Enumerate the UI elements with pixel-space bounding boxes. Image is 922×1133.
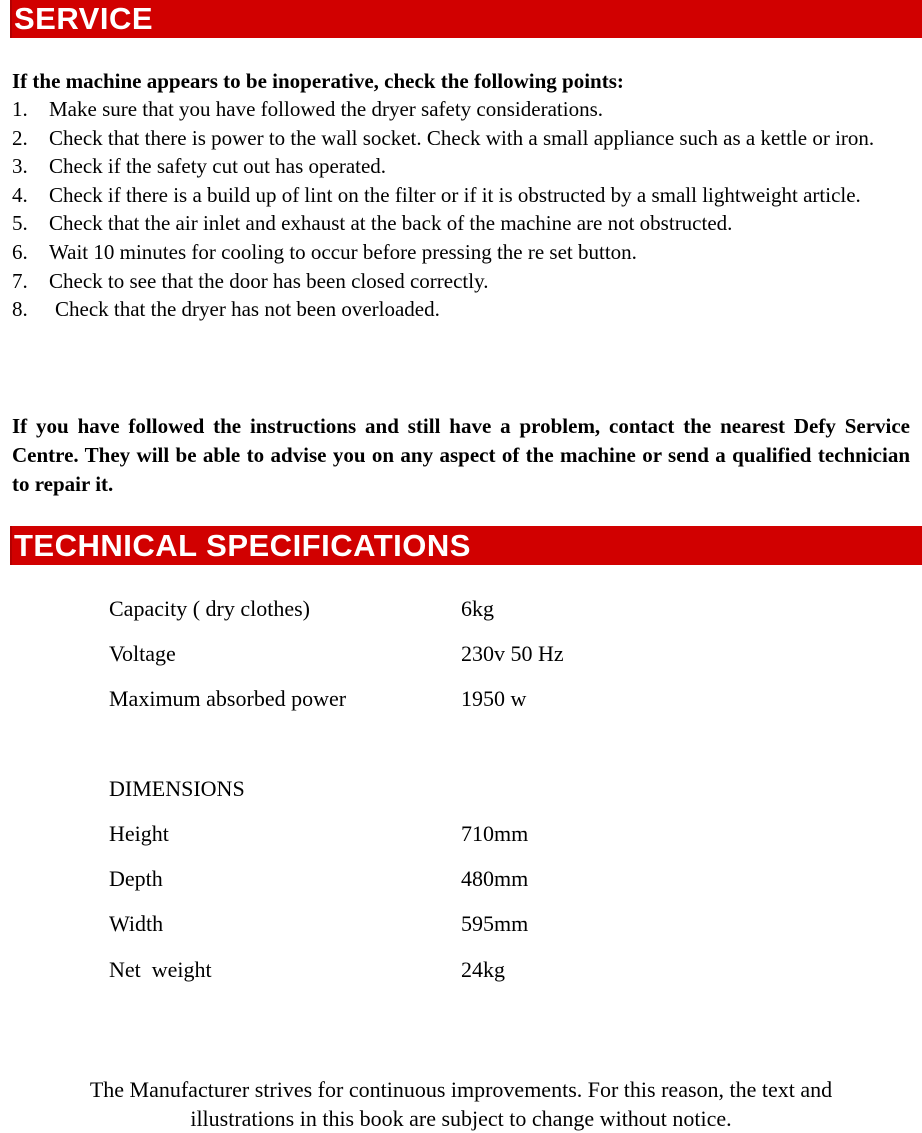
spec-label: Depth (109, 866, 163, 891)
tech-specs-section-header (10, 526, 922, 565)
spec-value: 595mm (461, 911, 529, 936)
check-number: 8. (12, 297, 28, 322)
spec-value: 6kg (461, 596, 494, 621)
service-checklist (12, 95, 910, 324)
check-item (12, 209, 910, 238)
footer-line: illustrations in this book are subject to change without notice. (190, 1106, 732, 1131)
service-intro: If the machine appears to be inoperative, check the following points: (12, 69, 624, 93)
check-item (12, 95, 910, 124)
spec-row-depth (109, 864, 709, 894)
check-number: 4. (12, 182, 28, 207)
check-item (12, 267, 910, 296)
spec-row-power (109, 684, 709, 714)
service-heading: SERVICE (14, 1, 154, 36)
service-section-header (10, 0, 922, 38)
spec-value: 710mm (461, 821, 529, 846)
check-text: Check to see that the door has been closed correctly. (49, 268, 489, 293)
check-number: 7. (12, 268, 28, 293)
spec-label: Capacity ( dry clothes) (109, 596, 310, 621)
spec-row-capacity (109, 594, 709, 624)
spec-label: Voltage (109, 641, 176, 666)
spec-row-net-weight (109, 955, 709, 985)
check-number: 5. (12, 211, 28, 236)
check-text: Wait 10 minutes for cooling to occur before pressing the re set button. (49, 239, 637, 264)
spec-label: Maximum absorbed power (109, 686, 347, 711)
spec-label: Width (109, 911, 164, 936)
spec-value: 230v 50 Hz (461, 641, 564, 666)
spec-label: Height (109, 821, 169, 846)
check-text: Make sure that you have followed the dryer safety considerations. (49, 97, 603, 121)
check-item (12, 152, 910, 181)
check-item (12, 238, 910, 267)
service-contact-note: If you have followed the instructions and still have a problem, contact the nearest Defy Service Centre. They will be able to advise you on any aspect of the machine or send a qualified technician to repair it. (12, 414, 910, 496)
check-text: Check if the safety cut out has operated. (49, 154, 387, 179)
spec-value: 480mm (461, 866, 529, 891)
footer-notice (0, 1075, 922, 1133)
spec-value: 1950 w (461, 686, 527, 711)
dimensions-heading (109, 774, 709, 804)
footer-line: The Manufacturer strives for continuous improvements. For this reason, the text and (89, 1077, 833, 1102)
dimensions-heading-text: DIMENSIONS (109, 776, 245, 801)
check-item (12, 295, 910, 324)
check-number: 1. (12, 97, 28, 121)
spec-value: 24kg (461, 957, 505, 982)
check-item (12, 124, 910, 153)
spec-row-height (109, 819, 709, 849)
check-text: Check that the dryer has not been overloaded. (55, 297, 440, 322)
check-text: Check that the air inlet and exhaust at the back of the machine are not obstructed. (49, 211, 733, 236)
check-number: 3. (12, 154, 28, 179)
tech-specs-heading: TECHNICAL SPECIFICATIONS (14, 528, 471, 563)
check-text: Check if there is a build up of lint on the filter or if it is obstructed by a small lightweight article. (49, 182, 861, 207)
spec-row-width (109, 909, 709, 939)
check-number: 6. (12, 239, 28, 264)
check-text: Check that there is power to the wall socket. Check with a small appliance such as a kettle or iron. (49, 125, 875, 150)
check-number: 2. (12, 125, 28, 150)
spec-label: Net weight (109, 957, 212, 982)
check-item (12, 181, 910, 210)
spec-row-voltage (109, 639, 709, 669)
